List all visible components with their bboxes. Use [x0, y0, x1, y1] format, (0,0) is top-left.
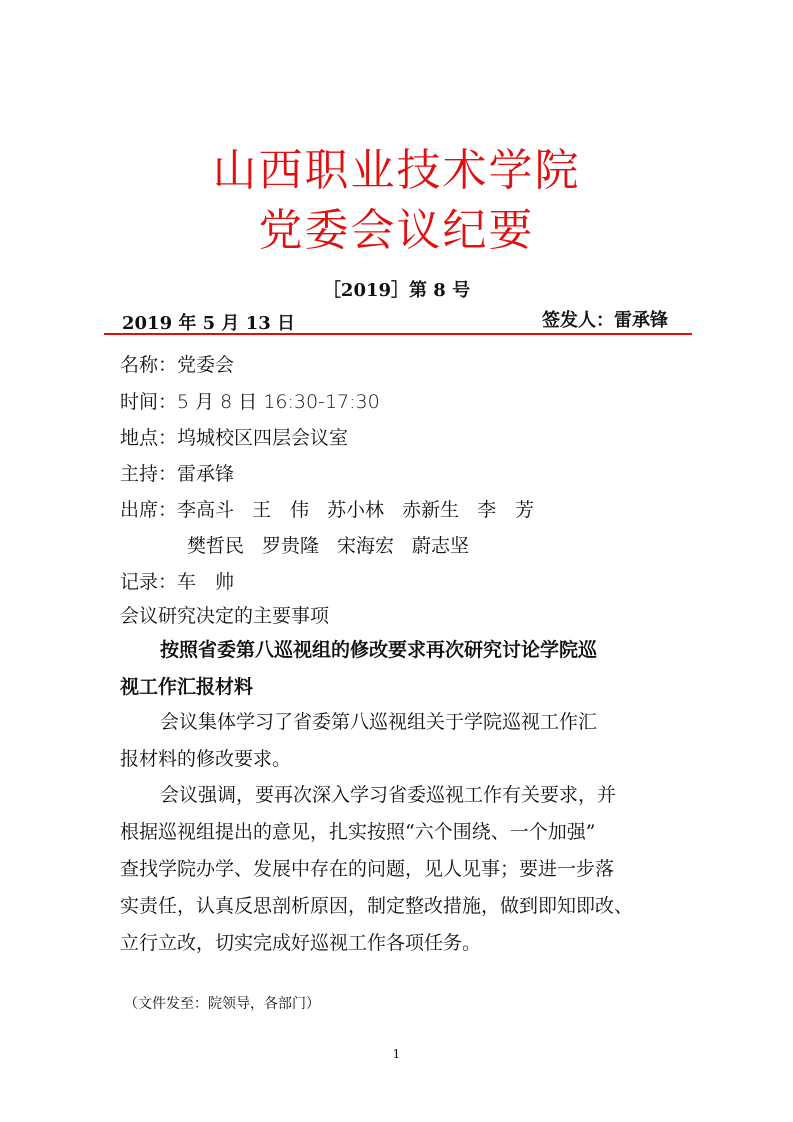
header-rule: [104, 333, 692, 335]
item-title: [120, 632, 680, 706]
meta-place: 地点：坞城校区四层会议室: [120, 427, 349, 449]
meta-recorder: 记录：车 帅: [120, 571, 235, 593]
meta-host: 主持：雷承锋: [120, 463, 235, 485]
issue-date: 2019 年 5 月 13 日: [122, 313, 296, 334]
paragraph-line: 立行立改，切实完成好巡视工作各项任务。: [120, 932, 482, 954]
meta-name: 名称：党委会: [120, 354, 235, 376]
attendee: 蔚志坚: [412, 535, 470, 557]
paragraph-line: 报材料的修改要求。: [120, 748, 292, 770]
meta-time: 时间：5 月 8 日 16:30-17:30: [120, 391, 380, 413]
attendees-label: 出席：: [120, 499, 178, 521]
paragraph-1: [120, 704, 680, 778]
paragraph-line: 实责任，认真反思剖析原因，制定整改措施，做到即知即改、: [120, 895, 634, 917]
attendee: 罗贵隆: [262, 535, 320, 557]
attendee: 苏小林: [327, 499, 385, 521]
attendee: 宋海宏: [337, 535, 395, 557]
org-title: 山西职业技术学院: [212, 145, 581, 196]
attendee: 赤新生: [402, 499, 460, 521]
paragraph-line: 会议强调，要再次深入学习省委巡视工作有关要求，并: [160, 784, 617, 806]
paragraph-line: 查找学院办学、发展中存在的问题，见人见事；要进一步落: [120, 858, 615, 880]
paragraph-line: 会议集体学习了省委第八巡视组关于学院巡视工作汇: [160, 711, 598, 733]
doc-number: ［2019］第 8 号: [322, 280, 471, 301]
item-title-line: 视工作汇报材料: [120, 676, 254, 698]
meta-attendees: [120, 495, 552, 522]
paragraph-line: 根据巡视组提出的意见，扎实按照“六个围绕、一个加强”: [120, 821, 596, 843]
issuer: 签发人：雷承锋: [542, 310, 668, 331]
distribution-note: （文件发至：院领导，各部门）: [124, 996, 320, 1012]
attendee: 王 伟: [252, 499, 310, 521]
paragraph-2: [120, 777, 680, 962]
meta-attendees-row2: [187, 531, 487, 558]
page-number: 1: [392, 1047, 401, 1061]
item-title-line: 按照省委第八巡视组的修改要求再次研究讨论学院巡: [160, 639, 598, 661]
doc-title: 党委会议纪要: [258, 205, 535, 256]
section-heading: 会议研究决定的主要事项: [120, 605, 330, 627]
attendee: 李 芳: [477, 499, 535, 521]
attendee: 李高斗: [177, 499, 235, 521]
attendee: 樊哲民: [187, 535, 245, 557]
